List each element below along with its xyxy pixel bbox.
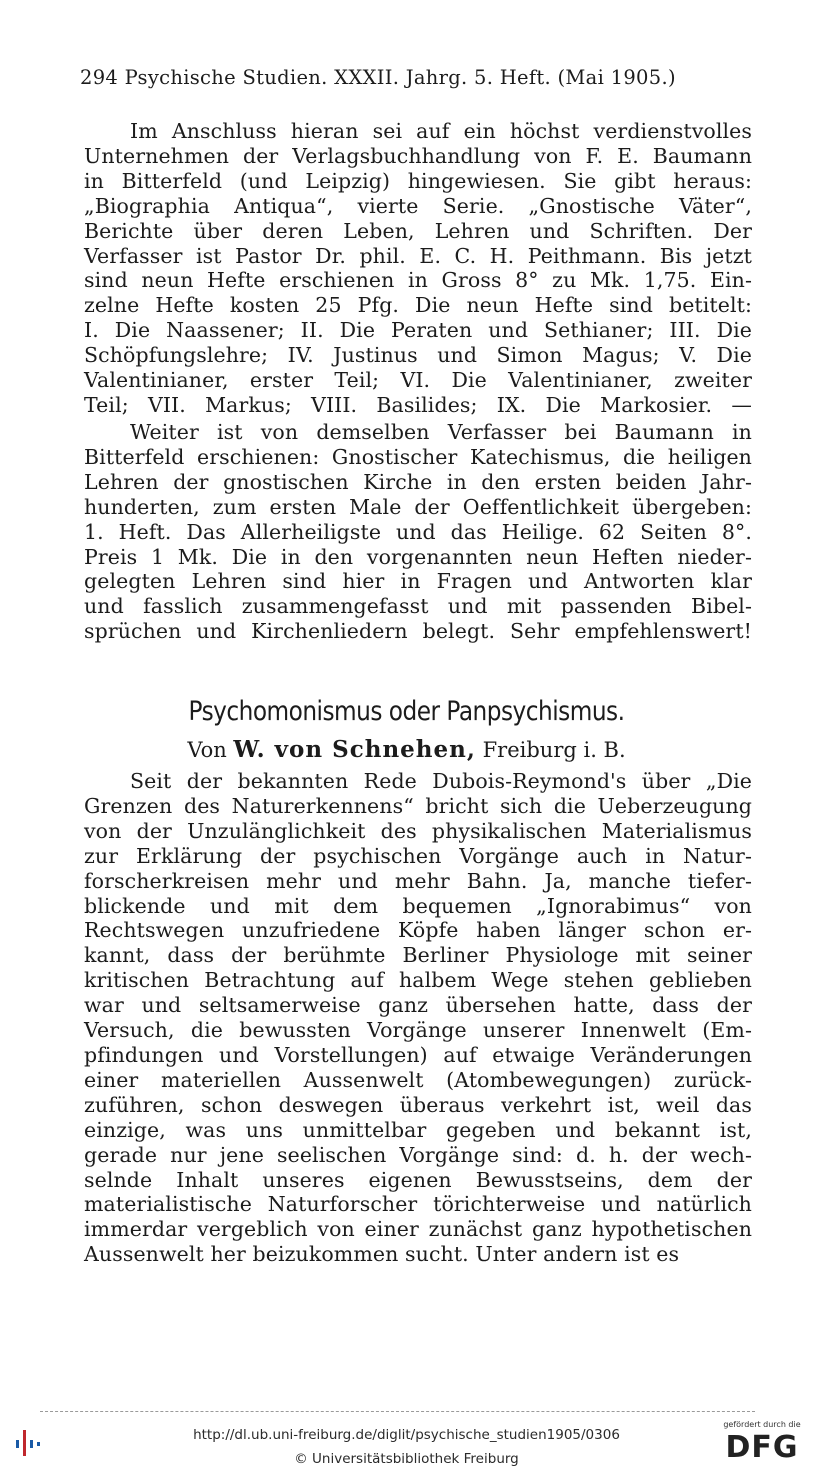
text-line: zelne Hefte kosten 25 Pfg. Die neun Hefte sind betitelt: [84, 293, 752, 318]
text-line: Unternehmen der Verlagsbuchhandlung von F. E. Baumann [84, 143, 752, 168]
text-line: war und seltsamerweise ganz übersehen hatte, dass der [84, 993, 752, 1018]
text-line: selnde Inhalt unseres eigenen Bewusstseins, dem der [84, 1167, 752, 1192]
text-line: zuführen, schon deswegen überaus verkehrt ist, weil das [84, 1092, 752, 1117]
dfg-funding-logo [716, 1420, 808, 1466]
text-line: zur Erklärung der psychischen Vorgänge auch in Natur- [84, 843, 752, 868]
paragraph-katechismus-notice [84, 420, 752, 644]
running-head: 294 Psychische Studien. XXXII. Jahrg. 5. Heft. (Mai 1905.) [80, 66, 676, 89]
text-line: in Bitterfeld (und Leipzig) hingewiesen. Sie gibt heraus: [84, 168, 752, 193]
text-line: Aussenwelt her beizukommen sucht. Unter andern ist es [84, 1242, 680, 1267]
text-line: einzige, was uns unmittelbar gegeben und bekannt ist, [84, 1117, 752, 1142]
text-line: Preis 1 Mk. Die in den vorgenannten neun Heften nieder- [84, 544, 752, 569]
text-line: Berichte über deren Leben, Lehren und Schriften. Der [84, 218, 752, 243]
text-line: I. Die Naassener; II. Die Peraten und Sethianer; III. Die [84, 318, 752, 343]
paragraph-verlag-notice [84, 119, 752, 418]
footer-divider [40, 1411, 755, 1412]
paragraph-article-body [84, 769, 752, 1267]
text-line: Valentinianer, erster Teil; VI. Die Valentinianer, zweiter [84, 368, 752, 393]
author-name: W. von Schnehen, [233, 736, 476, 763]
byline-prefix: Von [187, 738, 227, 762]
author-place: Freiburg i. B. [482, 738, 626, 762]
text-line: Versuch, die bewussten Vorgänge unserer Innenwelt (Em- [84, 1018, 752, 1043]
text-line: einer materiellen Aussenwelt (Atombewegungen) zurück- [84, 1067, 752, 1092]
text-line: Schöpfungslehre; IV. Justinus und Simon Magus; V. Die [84, 343, 752, 368]
text-line: sind neun Hefte erschienen in Gross 8° zu Mk. 1,75. Ein- [84, 268, 752, 293]
text-line: Bitterfeld erschienen: Gnostischer Katechismus, die heiligen [84, 444, 752, 469]
text-line: Lehren der gnostischen Kirche in den ersten beiden Jahr- [84, 469, 752, 494]
text-line: „Biographia Antiqua“, vierte Serie. „Gnostische Väter“, [84, 193, 752, 218]
text-line: 1. Heft. Das Allerheiligste und das Heilige. 62 Seiten 8°. [84, 519, 752, 544]
text-line: kannt, dass der berühmte Berliner Physiologe mit seiner [84, 943, 752, 968]
copyright-notice: © Universitätsbibliothek Freiburg [294, 1451, 519, 1467]
text-line: Seit der bekannten Rede Dubois-Reymond's über „Die [130, 769, 752, 793]
text-line: Im Anschluss hieran sei auf ein höchst verdienstvolles [130, 119, 752, 143]
byline [0, 736, 813, 763]
dfg-logo-icon: DFG [725, 1430, 799, 1465]
dfg-caption: gefördert durch die [723, 1420, 801, 1429]
text-line: Weiter ist von demselben Verfasser bei Baumann in [130, 420, 752, 444]
text-line: gerade nur jene seelischen Vorgänge sind: d. h. der wech- [84, 1142, 752, 1167]
text-line: gelegten Lehren sind hier in Fragen und Antworten klar [84, 569, 752, 594]
text-line: forscherkreisen mehr und mehr Bahn. Ja, manche tiefer- [84, 868, 752, 893]
text-line: Grenzen des Naturerkennens“ bricht sich die Ueberzeugung [84, 793, 752, 818]
text-line: von der Unzulänglichkeit des physikalischen Materialismus [84, 818, 752, 843]
text-line: blickende und mit dem bequemen „Ignorabimus“ von [84, 893, 752, 918]
text-line: immerdar vergeblich von einer zunächst ganz hypothetischen [84, 1217, 752, 1242]
article-title: Psychomonismus oder Panpsychismus. [188, 696, 625, 727]
permalink-url[interactable]: http://dl.ub.uni-freiburg.de/diglit/psychische_studien1905/0306 [193, 1427, 620, 1443]
text-line: Verfasser ist Pastor Dr. phil. E. C. H. Peithmann. Bis jetzt [84, 243, 752, 268]
text-line: Rechtswegen unzufriedene Köpfe haben länger schon er- [84, 918, 752, 943]
text-line: pfindungen und Vorstellungen) auf etwaige Veränderungen [84, 1042, 752, 1067]
text-line: sprüchen und Kirchenliedern belegt. Sehr empfehlenswert! [84, 619, 752, 644]
text-line: hunderten, zum ersten Male der Oeffentlichkeit übergeben: [84, 494, 752, 519]
text-line: Teil; VII. Markus; VIII. Basilides; IX. Die Markosier. — [84, 392, 752, 417]
text-line: materialistische Naturforscher törichterweise und natürlich [84, 1192, 752, 1217]
text-line: kritischen Betrachtung auf halbem Wege stehen geblieben [84, 968, 752, 993]
text-line: und fasslich zusammengefasst und mit passenden Bibel- [84, 594, 752, 619]
